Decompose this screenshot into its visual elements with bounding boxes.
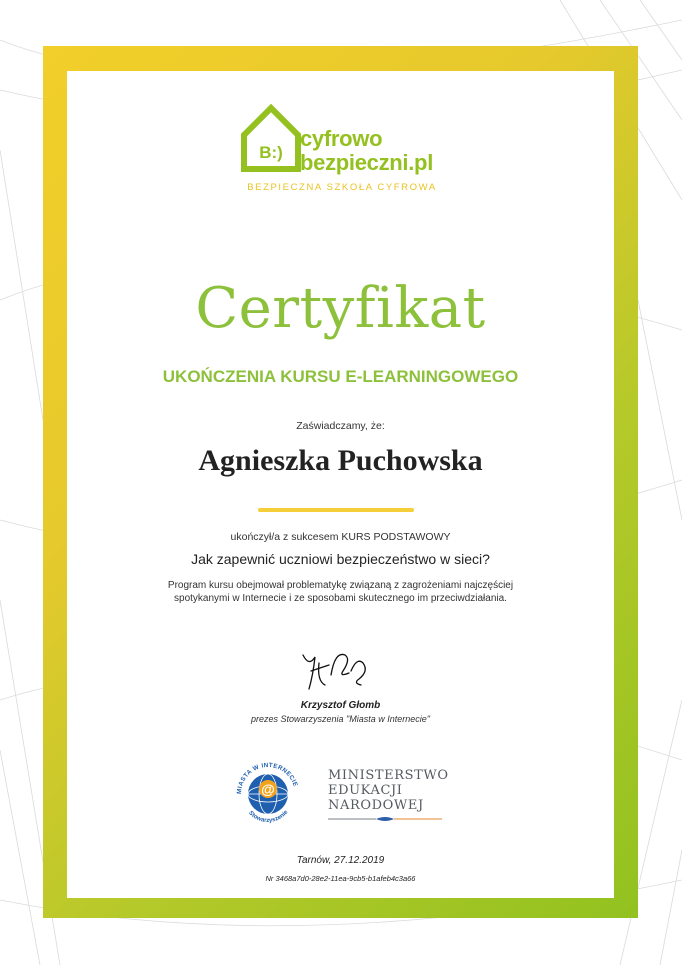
men-line2: EDUKACJI — [328, 783, 403, 798]
logo-icon-text: B:) — [259, 143, 283, 162]
place-date: Tarnów, 27.12.2019 — [296, 855, 385, 866]
signature — [295, 645, 380, 693]
certificate-number: Nr 3468a7d0-28e2-11ea-9cb5-b1afeb4c3a66 — [265, 874, 416, 883]
men-line1: MINISTERSTWO — [328, 768, 449, 783]
logo-text-line2: bezpieczni.pl — [300, 150, 434, 175]
name-divider — [258, 508, 414, 512]
completion-text: ukończył/a z sukcesem KURS PODSTAWOWY — [230, 531, 451, 543]
mwi-ring-text: MIASTA W INTERNECIE — [235, 761, 299, 795]
signer-name: Krzysztof Głomb — [300, 700, 381, 711]
logo-text-line1: cyfrowo — [300, 126, 383, 151]
course-description — [67, 579, 614, 605]
svg-text:@: @ — [261, 781, 275, 797]
logo-tagline: BEZPIECZNA SZKOŁA CYFROWA — [247, 182, 437, 193]
course-description-line1: Program kursu obejmował problematykę związaną z zagrożeniami najczęściej — [167, 580, 514, 591]
signer-role: prezes Stowarzyszenia "Miasta w Internecie" — [251, 714, 430, 724]
miasta-w-internecie-logo — [233, 757, 303, 827]
men-decorative-line — [328, 816, 442, 822]
recipient-name: Agnieszka Puchowska — [198, 444, 483, 477]
course-title: Jak zapewnić uczniowi bezpieczeństwo w sieci? — [191, 551, 490, 567]
certificate-subtitle: UKOŃCZENIA KURSU E-LEARNINGOWEGO — [162, 367, 519, 386]
mwi-bottom-text: Stowarzyszenie — [247, 809, 290, 825]
attest-text: Zaświadczamy, że: — [296, 420, 385, 432]
certificate-title: Certyfikat — [195, 276, 486, 341]
course-description-line2: spotykanymi w Internecie i ze sposobami skutecznego im przeciwdziałania. — [174, 593, 507, 604]
men-line3: NARODOWEJ — [328, 798, 424, 813]
